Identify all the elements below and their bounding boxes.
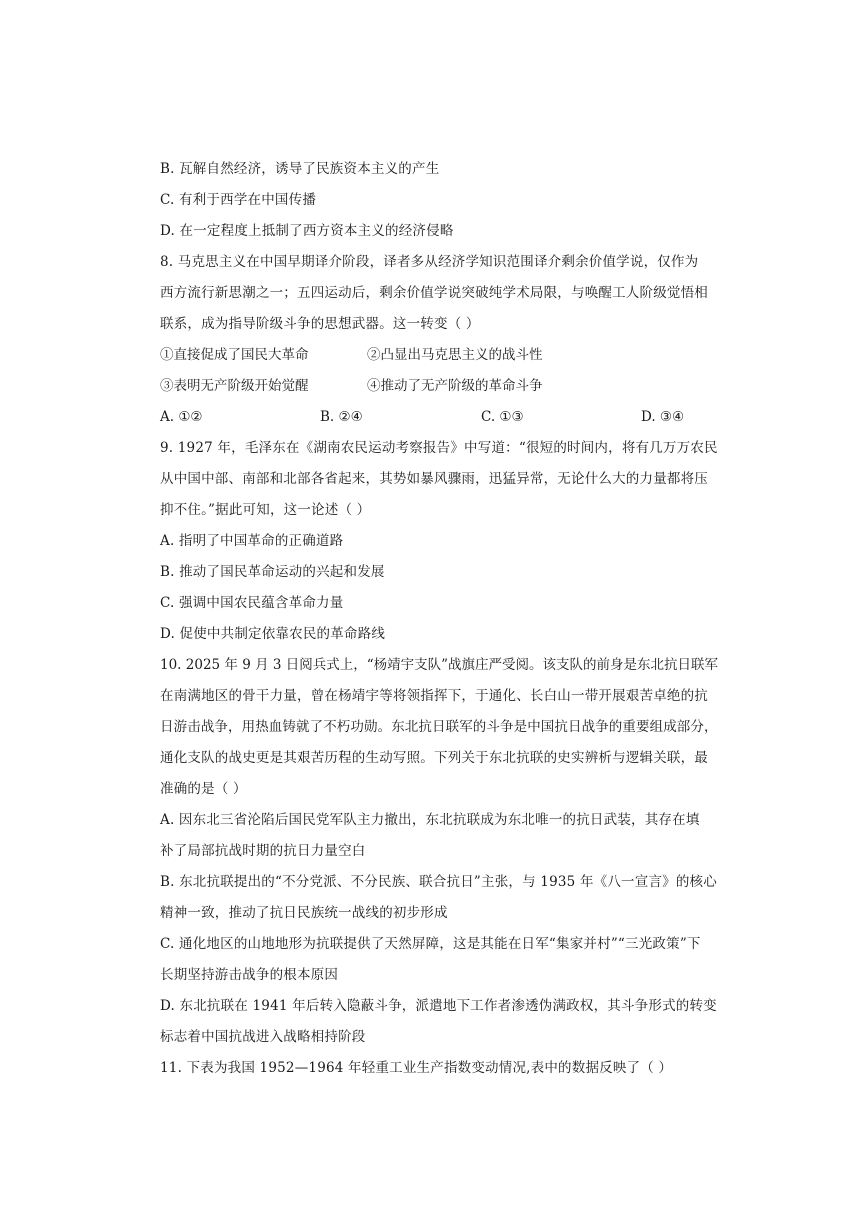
q8-stem-line-2: 西方流行新思潮之一；五四运动后，剩余价值学说突破纯学术局限，与唤醒工人阶级觉悟相 [160, 285, 708, 301]
q10-option-b-line-1: B. 东北抗联提出的“不分党派、不分民族、联合抗日”主张，与 1935 年《八一宣言》的核心 [160, 874, 717, 890]
q9-stem-line-1: 9. 1927 年，毛泽东在《湖南农民运动考察报告》中写道：“很短的时间内，将有几万万农民 [160, 440, 718, 456]
q10-option-d-line-1: D. 东北抗联在 1941 年后转入隐蔽斗争，派遣地下工作者渗透伪满政权，其斗争形式的转变 [160, 998, 717, 1014]
q9-stem-line-2: 从中国中部、南部和北部各省起来，其势如暴风骤雨，迅猛异常，无论什么大的力量都将压 [160, 471, 708, 487]
q8-option-a: A. ①② [160, 409, 203, 425]
q9-option-a: A. 指明了中国革命的正确道路 [160, 533, 344, 549]
q10-stem-line-4: 通化支队的战史更是其艰苦历程的生动写照。下列关于东北抗联的史实辨析与逻辑关联，最 [160, 750, 708, 766]
q10-option-d-line-2: 标志着中国抗战进入战略相持阶段 [160, 1029, 366, 1045]
q10-option-b-line-2: 精神一致，推动了抗日民族统一战线的初步形成 [160, 905, 448, 921]
q8-stem-line-3: 联系，成为指导阶级斗争的思想武器。这一转变（ ） [160, 316, 480, 332]
q9-option-d: D. 促使中共制定依靠农民的革命路线 [160, 626, 386, 642]
q7-option-c: C. 有利于西学在中国传播 [160, 192, 317, 208]
q8-item-3: ③表明无产阶级开始觉醒 [160, 378, 309, 394]
q10-stem-line-5: 准确的是（ ） [160, 781, 247, 797]
q8-item-2: ②凸显出马克思主义的战斗性 [367, 347, 543, 363]
q10-stem-line-3: 日游击战争，用热血铸就了不朽功勋。东北抗日联军的斗争是中国抗日战争的重要组成部分， [160, 719, 718, 735]
q9-stem-line-3: 抑不住。”据此可知，这一论述（ ） [160, 502, 371, 518]
q8-item-1: ①直接促成了国民大革命 [160, 347, 309, 363]
q9-option-b: B. 推动了国民革命运动的兴起和发展 [160, 564, 385, 580]
q11-stem: 11. 下表为我国 1952—1964 年轻重工业生产指数变动情况,表中的数据反映了（ ） [160, 1060, 673, 1076]
q7-option-d: D. 在一定程度上抵制了西方资本主义的经济侵略 [160, 223, 454, 239]
q9-option-c: C. 强调中国农民蕴含革命力量 [160, 595, 344, 611]
q8-option-c: C. ①③ [481, 409, 524, 425]
q10-stem-line-2: 在南满地区的骨干力量，曾在杨靖宇等将领指挥下，于通化、长白山一带开展艰苦卓绝的抗 [160, 688, 708, 704]
q8-stem-line-1: 8. 马克思主义在中国早期译介阶段，译者多从经济学知识范围译介剩余价值学说，仅作为 [160, 254, 699, 270]
q10-option-c-line-2: 长期坚持游击战争的根本原因 [160, 967, 339, 983]
q10-option-a-line-1: A. 因东北三省沦陷后国民党军队主力撤出，东北抗联成为东北唯一的抗日武装，其存在填 [160, 812, 700, 828]
q10-stem-line-1: 10. 2025 年 9 月 3 日阅兵式上，“杨靖宇支队”战旗庄严受阅。该支队的前身是东北抗日联军 [160, 657, 719, 673]
q7-option-b: B. 瓦解自然经济，诱导了民族资本主义的产生 [160, 161, 440, 177]
q8-option-d: D. ③④ [641, 409, 685, 425]
q10-option-c-line-1: C. 通化地区的山地地形为抗联提供了天然屏障，这是其能在日军“集家并村”“三光政策”下 [160, 936, 701, 952]
q10-option-a-line-2: 补了局部抗战时期的抗日力量空白 [160, 843, 366, 859]
q8-item-4: ④推动了无产阶级的革命斗争 [367, 378, 543, 394]
q8-option-b: B. ②④ [320, 409, 363, 425]
